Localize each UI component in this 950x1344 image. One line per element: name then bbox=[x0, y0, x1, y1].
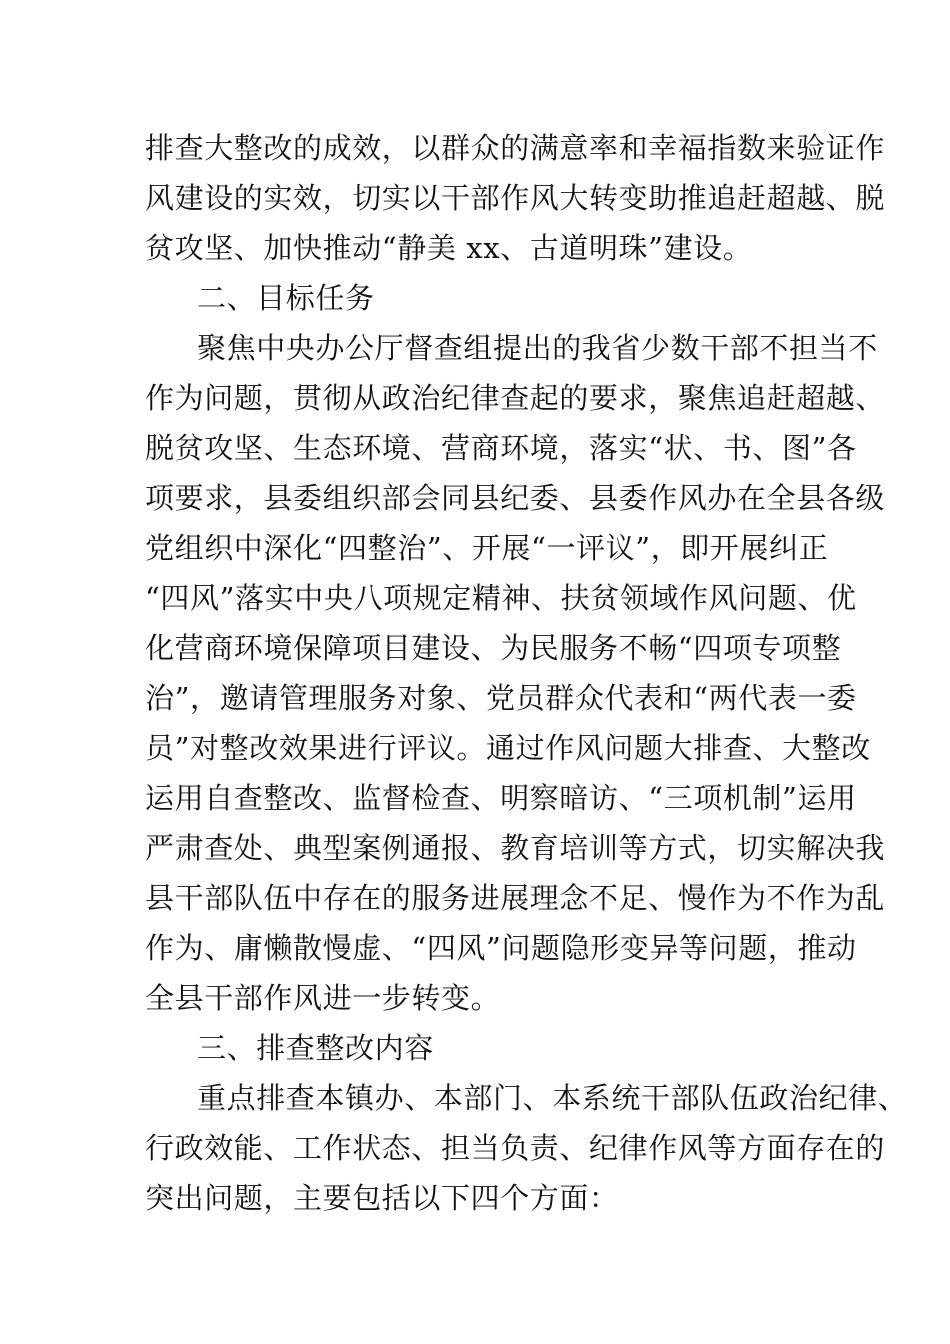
text-line: 脱贫攻坚、生态环境、营商环境，落实“状、书、图”各 bbox=[145, 431, 857, 465]
text-line: 治”，邀请管理服务对象、党员群众代表和“两代表一委 bbox=[145, 681, 857, 715]
text-line: 排查大整改的成效，以群众的满意率和幸福指数来验证作 bbox=[145, 131, 886, 165]
text-line: 行政效能、工作状态、担当负责、纪律作风等方面存在的 bbox=[145, 1131, 886, 1165]
text-line: 重点排查本镇办、本部门、本系统干部队伍政治纪律、 bbox=[197, 1081, 908, 1115]
text-line: 风建设的实效，切实以干部作风大转变助推追赶超越、脱 bbox=[145, 181, 886, 215]
section-heading: 三、排查整改内容 bbox=[197, 1031, 434, 1065]
section-heading: 二、目标任务 bbox=[197, 281, 375, 315]
text-line: 严肃查处、典型案例通报、教育培训等方式，切实解决我 bbox=[145, 831, 886, 865]
text-line: 作为问题，贯彻从政治纪律查起的要求，聚焦追赶超越、 bbox=[145, 381, 886, 415]
text-line: 全县干部作风进一步转变。 bbox=[145, 981, 501, 1015]
text-line: 运用自查整改、监督检查、明察暗访、“三项机制”运用 bbox=[145, 781, 857, 815]
text-line: 化营商环境保障项目建设、为民服务不畅“四项专项整 bbox=[145, 631, 842, 665]
text-line: 县干部队伍中存在的服务进展理念不足、慢作为不作为乱 bbox=[145, 881, 886, 915]
text-line: 员”对整改效果进行评议。通过作风问题大排查、大整改 bbox=[145, 731, 871, 765]
text-line: 聚焦中央办公厅督查组提出的我省少数干部不担当不 bbox=[197, 331, 878, 365]
text-line: “四风”落实中央八项规定精神、扶贫领域作风问题、优 bbox=[145, 581, 857, 615]
text-line: 党组织中深化“四整治”、开展“一评议”，即开展纠正 bbox=[145, 531, 829, 565]
text-line: 贫攻坚、加快推动“静美 xx、古道明珠”建设。 bbox=[145, 231, 753, 265]
text-line: 项要求，县委组织部会同县纪委、县委作风办在全县各级 bbox=[145, 481, 886, 515]
text-line: 作为、庸懒散慢虚、“四风”问题隐形变异等问题，推动 bbox=[145, 931, 857, 965]
text-line: 突出问题，主要包括以下四个方面： bbox=[145, 1181, 619, 1215]
